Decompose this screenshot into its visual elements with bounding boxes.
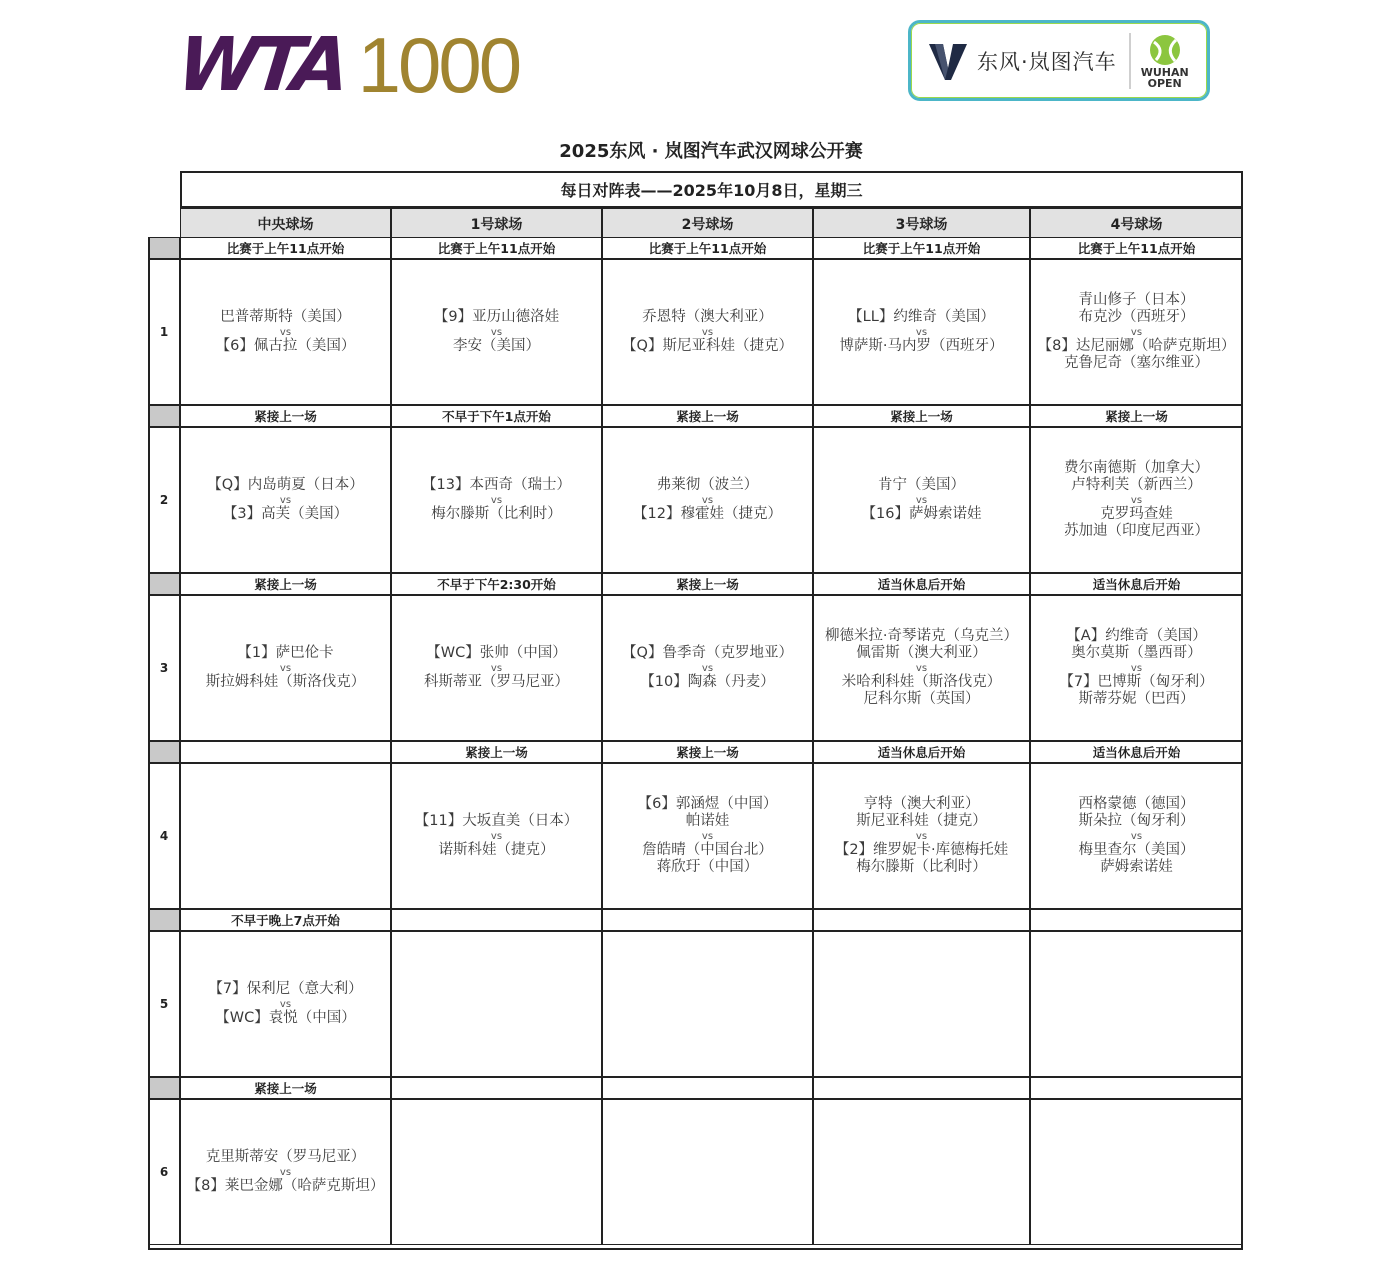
court-header: 3号球场 xyxy=(813,208,1030,239)
player-name: 斯尼亚科娃（捷克） xyxy=(856,813,987,829)
match-cell xyxy=(602,931,813,1077)
player-name: 【LL】约维奇（美国） xyxy=(848,309,995,325)
row-number-band xyxy=(148,1077,180,1099)
match-cell xyxy=(180,259,391,405)
player-name: 【16】萨姆索诺娃 xyxy=(861,505,982,522)
wta-1000-logo xyxy=(173,21,520,109)
match-cell xyxy=(813,259,1030,405)
player-name: 【WC】袁悦（中国） xyxy=(215,1009,356,1026)
table-bottom-border xyxy=(148,1248,1243,1250)
player-name: 乔恩特（澳大利亚） xyxy=(642,309,773,325)
player-name: 【Q】内岛萌夏（日本） xyxy=(207,477,364,493)
player-name: 青山修子（日本） xyxy=(1078,291,1195,308)
match-cell xyxy=(813,763,1030,909)
player-name: 柳德米拉·奇琴诺克（乌克兰） xyxy=(824,627,1019,644)
wta-logo-text: WTA xyxy=(173,22,349,108)
match-cell xyxy=(602,595,813,741)
start-time-label xyxy=(813,1077,1030,1099)
vs-label: vs xyxy=(701,662,714,674)
match-cell xyxy=(813,427,1030,573)
player-name: 【9】亚历山德洛娃 xyxy=(433,309,560,325)
row-number-band xyxy=(148,237,180,259)
match-cell xyxy=(391,595,602,741)
player-name: 卢特利芙（新西兰） xyxy=(1071,477,1202,493)
vs-label: vs xyxy=(279,998,292,1010)
match-cell xyxy=(391,763,602,909)
player-name: 梅尔滕斯（比利时） xyxy=(431,505,562,522)
vs-label: vs xyxy=(490,494,503,506)
start-time-label: 比赛于上午11点开始 xyxy=(602,237,813,259)
tennis-ball-icon xyxy=(1148,33,1182,67)
match-order-number: 5 xyxy=(148,931,180,1077)
vs-label: vs xyxy=(701,494,714,506)
player-name: 科斯蒂亚（罗马尼亚） xyxy=(424,673,569,690)
match-order-number: 6 xyxy=(148,1099,180,1245)
player-name: 奥尔莫斯（墨西哥） xyxy=(1071,645,1202,661)
start-time-label: 不早于晚上7点开始 xyxy=(180,909,391,931)
player-name: 克鲁尼奇（塞尔维亚） xyxy=(1064,355,1209,371)
court-header: 1号球场 xyxy=(391,208,602,239)
vs-label: vs xyxy=(915,662,928,674)
start-time-label xyxy=(1030,909,1243,931)
match-cell xyxy=(180,931,391,1077)
player-name: 肯宁（美国） xyxy=(878,477,965,493)
wta-logo-number: 1000 xyxy=(357,21,520,109)
vs-label: vs xyxy=(915,326,928,338)
match-order-number: 1 xyxy=(148,259,180,405)
start-time-label: 紧接上一场 xyxy=(602,405,813,427)
vs-label: vs xyxy=(701,326,714,338)
start-time-label: 适当休息后开始 xyxy=(1030,573,1243,595)
wuhan-text: WUHAN xyxy=(1140,65,1189,79)
start-time-label xyxy=(602,909,813,931)
start-time-label: 紧接上一场 xyxy=(602,573,813,595)
player-name: 【6】佩古拉（美国） xyxy=(215,337,356,354)
row-number-band xyxy=(148,909,180,931)
start-time-label: 紧接上一场 xyxy=(1030,405,1243,427)
player-name: 【7】巴博斯（匈牙利） xyxy=(1059,673,1214,690)
player-name: 克里斯蒂安（罗马尼亚） xyxy=(205,1149,366,1165)
start-time-label: 不早于下午2:30开始 xyxy=(391,573,602,595)
player-name: 费尔南德斯（加拿大） xyxy=(1064,459,1209,476)
vs-label: vs xyxy=(915,830,928,842)
wuhan-open-logo xyxy=(1141,33,1189,89)
open-text: OPEN xyxy=(1147,76,1182,90)
match-cell xyxy=(602,763,813,909)
vs-label: vs xyxy=(701,830,714,842)
start-time-label: 不早于下午1点开始 xyxy=(391,405,602,427)
sponsor-logo xyxy=(908,20,1210,101)
player-name: 【WC】张帅（中国） xyxy=(426,645,567,661)
match-order-number: 4 xyxy=(148,763,180,909)
match-cell xyxy=(391,259,602,405)
match-cell xyxy=(602,259,813,405)
schedule-header: 每日对阵表——2025年10月8日，星期三 xyxy=(180,171,1243,208)
row-number-band xyxy=(148,573,180,595)
player-name: 尼科尔斯（英国） xyxy=(863,691,980,707)
player-name: 【8】达尼丽娜（哈萨克斯坦） xyxy=(1037,337,1236,354)
match-cell xyxy=(813,1099,1030,1245)
match-cell xyxy=(391,1099,602,1245)
row-number-band xyxy=(148,741,180,763)
table-left-border xyxy=(148,237,150,1250)
vs-label: vs xyxy=(279,494,292,506)
player-name: 李安（美国） xyxy=(453,337,540,354)
start-time-label xyxy=(391,1077,602,1099)
match-cell xyxy=(602,427,813,573)
player-name: 【Q】鲁季奇（克罗地亚） xyxy=(622,645,793,661)
player-name: 【13】本西奇（瑞士） xyxy=(422,477,571,493)
player-name: 梅尔滕斯（比利时） xyxy=(856,859,987,875)
start-time-label: 适当休息后开始 xyxy=(813,573,1030,595)
sponsor-separator xyxy=(1129,33,1131,89)
player-name: 【7】保利尼（意大利） xyxy=(208,981,363,997)
match-order-number: 2 xyxy=(148,427,180,573)
start-time-label xyxy=(180,741,391,763)
tournament-title: 2025东风 · 岚图汽车武汉网球公开赛 xyxy=(559,141,863,162)
player-name: 【1】萨巴伦卡 xyxy=(237,645,334,661)
player-name: 博萨斯·马内罗（西班牙） xyxy=(839,337,1004,354)
match-cell xyxy=(180,1099,391,1245)
start-time-label: 紧接上一场 xyxy=(180,1077,391,1099)
match-cell xyxy=(1030,931,1243,1077)
player-name: 【8】莱巴金娜（哈萨克斯坦） xyxy=(186,1177,385,1194)
match-cell xyxy=(180,427,391,573)
player-name: 西格蒙德（德国） xyxy=(1078,795,1195,812)
voyah-mark-icon xyxy=(925,38,971,84)
vs-label: vs xyxy=(1130,494,1143,506)
match-cell xyxy=(1030,259,1243,405)
vs-label: vs xyxy=(279,326,292,338)
player-name: 詹皓晴（中国台北） xyxy=(642,841,773,858)
start-time-label: 比赛于上午11点开始 xyxy=(180,237,391,259)
player-name: 斯朵拉（匈牙利） xyxy=(1078,813,1195,829)
player-name: 梅里查尔（美国） xyxy=(1078,841,1195,858)
match-order-number: 3 xyxy=(148,595,180,741)
court-header: 4号球场 xyxy=(1030,208,1243,239)
player-name: 【11】大坂直美（日本） xyxy=(414,813,579,829)
vs-label: vs xyxy=(490,830,503,842)
match-cell xyxy=(180,595,391,741)
start-time-label: 紧接上一场 xyxy=(813,405,1030,427)
player-name: 萨姆索诺娃 xyxy=(1100,859,1173,875)
vs-label: vs xyxy=(1130,326,1143,338)
match-cell xyxy=(391,931,602,1077)
player-name: 克罗玛查娃 xyxy=(1100,505,1173,522)
start-time-label: 适当休息后开始 xyxy=(1030,741,1243,763)
start-time-label xyxy=(1030,1077,1243,1099)
player-name: 帕诺娃 xyxy=(685,813,730,829)
start-time-label xyxy=(602,1077,813,1099)
match-cell xyxy=(813,931,1030,1077)
match-cell xyxy=(602,1099,813,1245)
match-cell xyxy=(1030,427,1243,573)
start-time-label: 紧接上一场 xyxy=(391,741,602,763)
player-name: 【12】穆霍娃（捷克） xyxy=(633,505,782,522)
vs-label: vs xyxy=(279,662,292,674)
start-time-label: 紧接上一场 xyxy=(602,741,813,763)
player-name: 苏加迪（印度尼西亚） xyxy=(1064,523,1209,539)
player-name: 佩雷斯（澳大利亚） xyxy=(856,645,987,661)
vs-label: vs xyxy=(490,326,503,338)
match-cell xyxy=(1030,763,1243,909)
player-name: 【10】陶森（丹麦） xyxy=(640,673,775,690)
sponsor-brand-text: 东风·岚图汽车 xyxy=(977,49,1117,74)
table-right-border xyxy=(1241,171,1243,1250)
court-header: 2号球场 xyxy=(602,208,813,239)
player-name: 【2】维罗妮卡·库德梅托娃 xyxy=(834,841,1009,858)
player-name: 【A】约维奇（美国） xyxy=(1066,627,1207,644)
start-time-label: 比赛于上午11点开始 xyxy=(391,237,602,259)
player-name: 米哈利科娃（斯洛伐克） xyxy=(841,673,1002,690)
player-name: 蒋欣玗（中国） xyxy=(656,859,759,875)
start-time-label: 紧接上一场 xyxy=(180,405,391,427)
court-header: 中央球场 xyxy=(180,208,391,239)
player-name: 【3】高芙（美国） xyxy=(222,505,349,522)
start-time-label: 比赛于上午11点开始 xyxy=(813,237,1030,259)
start-time-label xyxy=(813,909,1030,931)
player-name: 斯蒂芬妮（巴西） xyxy=(1078,691,1195,707)
player-name: 【6】郭涵煜（中国） xyxy=(637,795,778,812)
start-time-label: 比赛于上午11点开始 xyxy=(1030,237,1243,259)
start-time-label xyxy=(391,909,602,931)
schedule-table xyxy=(148,171,1243,1250)
vs-label: vs xyxy=(490,662,503,674)
player-name: 斯拉姆科娃（斯洛伐克） xyxy=(205,673,366,690)
match-cell xyxy=(180,763,391,909)
player-name: 巴普蒂斯特（美国） xyxy=(220,309,351,325)
vs-label: vs xyxy=(279,1166,292,1178)
match-cell xyxy=(1030,595,1243,741)
player-name: 【Q】斯尼亚科娃（捷克） xyxy=(622,337,793,354)
player-name: 布克沙（西班牙） xyxy=(1078,309,1195,325)
match-cell xyxy=(813,595,1030,741)
player-name: 亨特（澳大利亚） xyxy=(863,795,980,812)
match-cell xyxy=(1030,1099,1243,1245)
vs-label: vs xyxy=(1130,662,1143,674)
match-cell xyxy=(391,427,602,573)
player-name: 弗莱彻（波兰） xyxy=(656,477,759,493)
vs-label: vs xyxy=(915,494,928,506)
player-name: 诺斯科娃（捷克） xyxy=(438,841,555,858)
vs-label: vs xyxy=(1130,830,1143,842)
start-time-label: 紧接上一场 xyxy=(180,573,391,595)
start-time-label: 适当休息后开始 xyxy=(813,741,1030,763)
row-number-band xyxy=(148,405,180,427)
